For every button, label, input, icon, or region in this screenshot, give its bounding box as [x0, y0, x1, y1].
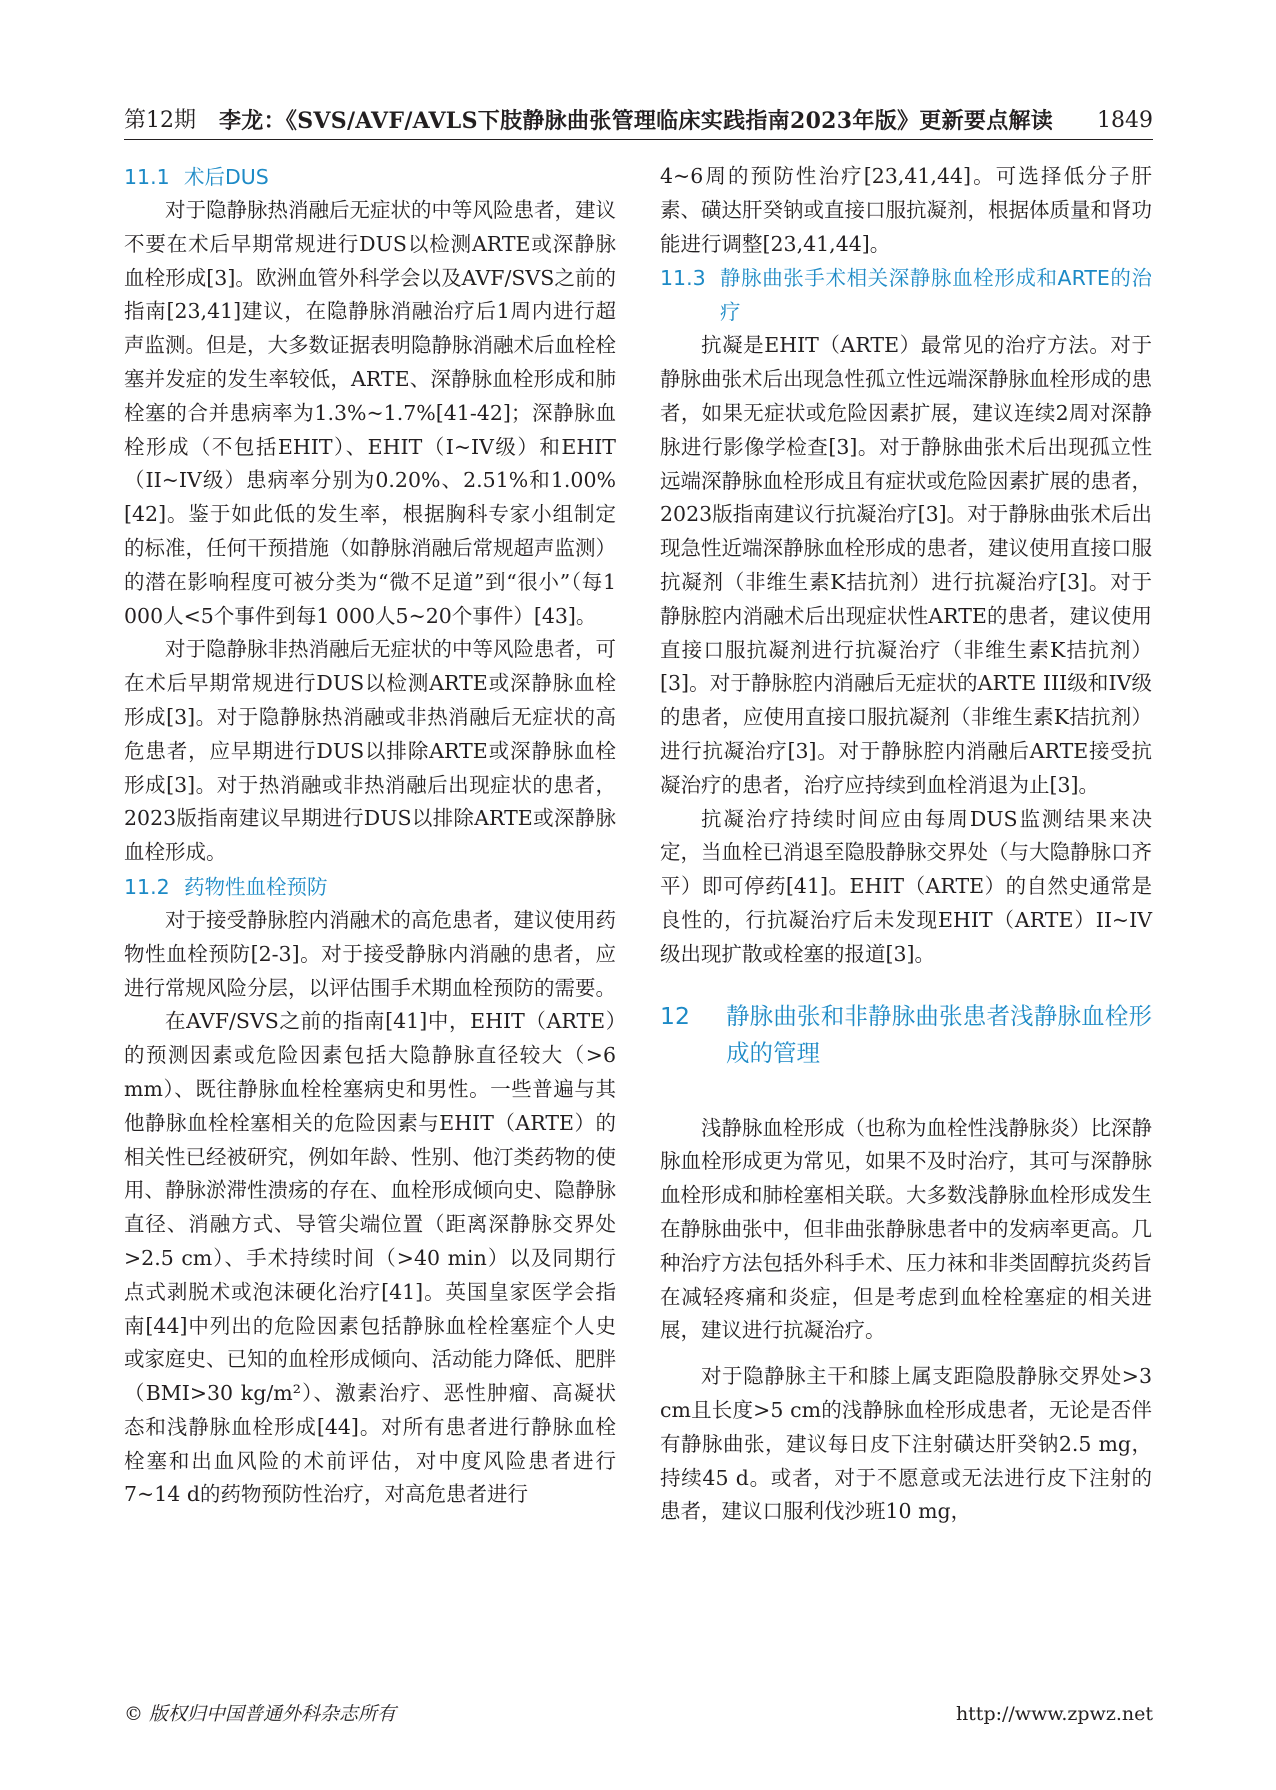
paragraph: 在AVF/SVS之前的指南[41]中，EHIT（ARTE）的预测因素或危险因素包括大隐静脉直径较大（>6 mm）、既往静脉血栓栓塞病史和男性。一些普遍与其他静脉血栓栓塞相关的危险因素与EHIT（ARTE）的相关性已经被研究，例如年龄、性别、他汀类药物的使用、静脉淤滞性溃疡的存在、血栓形成倾向史、隐静脉直径、消融方式、导管尖端位置（距离深静脉交界处>2.5 cm）、手术持续时间（>40 min）以及同期行点式剥脱术或泡沫硬化治疗[41]。英国皇家医学会指南[44]中列出的危险因素包括静脉血栓栓塞症个人史或家庭史、已知的血栓形成倾向、活动能力降低、肥胖（BMI>30 kg/m²）、激素治疗、恶性肿瘤、高凝状态和浅静脉血栓形成[44]。对所有患者进行静脉血栓栓塞和出血风险的术前评估，对中度风险患者进行7~14 d的药物预防性治疗，对高危患者进行: [124, 1009, 616, 1507]
journal-url: http://www.zpwz.net: [955, 1703, 1153, 1725]
left-column: [124, 160, 616, 1512]
section-title: 静脉曲张和非静脉曲张患者浅静脉血栓形成的管理: [726, 1001, 1152, 1067]
page-footer: [124, 1702, 1153, 1726]
running-header: [124, 104, 1153, 134]
issue-number: 第12期: [124, 108, 196, 133]
running-title: 李龙：《SVS/AVF/AVLS下肢静脉曲张管理临床实践指南2023年版》更新要点解读: [219, 108, 1054, 134]
page-number: 1849: [1097, 108, 1153, 133]
section-number: 11.3: [660, 266, 706, 291]
header-rule: [124, 139, 1153, 140]
section-heading-11-3: [660, 261, 1152, 329]
section-title: 术后DUS: [184, 165, 269, 189]
paragraph: 抗凝是EHIT（ARTE）最常见的治疗方法。对于静脉曲张术后出现急性孤立性远端深静脉血栓形成的患者，如果无症状或危险因素扩展，建议连续2周对深静脉进行影像学检查[3]。对于静脉曲张术后出现孤立性远端深静脉血栓形成且有症状或危险因素扩展的患者，2023版指南建议行抗凝治疗[3]。对于静脉曲张术后出现急性近端深静脉血栓形成的患者，建议使用直接口服抗凝剂（非维生素K拮抗剂）进行抗凝治疗[3]。对于静脉腔内消融术后出现症状性ARTE的患者，建议使用直接口服抗凝剂进行抗凝治疗（非维生素K拮抗剂）[3]。对于静脉腔内消融后无症状的ARTE III级和IV级的患者，应使用直接口服抗凝剂（非维生素K拮抗剂）进行抗凝治疗[3]。对于静脉腔内消融后ARTE接受抗凝治疗的患者，治疗应持续到血栓消退为止[3]。: [660, 333, 1152, 797]
section-number: 11.2: [124, 874, 170, 899]
paragraph: 浅静脉血栓形成（也称为血栓性浅静脉炎）比深静脉血栓形成更为常见，如果不及时治疗，其可与深静脉血栓形成和肺栓塞相关联。大多数浅静脉血栓形成发生在静脉曲张中，但非曲张静脉患者中的发病率更高。几种治疗方法包括外科手术、压力袜和非类固醇抗炎药旨在减轻疼痛和炎症，但是考虑到血栓栓塞症的相关进展，建议进行抗凝治疗。: [660, 1115, 1152, 1343]
copyright-notice: © 版权归中国普通外科杂志所有: [124, 1703, 397, 1725]
right-column: [660, 160, 1152, 1529]
paragraph: 抗凝治疗持续时间应由每周DUS监测结果来决定，当血栓已消退至隐股静脉交界处（与大隐静脉口齐平）即可停药[41]。EHIT（ARTE）的自然史通常是良性的，行抗凝治疗后未发现EHIT（ARTE）II~IV级出现扩散或栓塞的报道[3]。: [660, 806, 1152, 966]
paragraph: 对于隐静脉非热消融后无症状的中等风险患者，可在术后早期常规进行DUS以检测ARTE或深静脉血栓形成[3]。对于隐静脉热消融或非热消融后无症状的高危患者，应早期进行DUS以排除ARTE或深静脉血栓形成[3]。对于热消融或非热消融后出现症状的患者，2023版指南建议早期进行DUS以排除ARTE或深静脉血栓形成。: [124, 637, 616, 865]
paragraph: 对于隐静脉主干和膝上属支距隐股静脉交界处>3 cm且长度>5 cm的浅静脉血栓形成患者，无论是否伴有静脉曲张，建议每日皮下注射磺达肝癸钠2.5 mg，持续45 d。或者，对于不愿意或无法进行皮下注射的患者，建议口服利伐沙班10 mg，: [660, 1364, 1152, 1524]
section-heading-11-1: [124, 160, 616, 194]
section-heading-12: [660, 998, 1152, 1072]
section-title: 静脉曲张手术相关深静脉血栓形成和ARTE的治疗: [720, 266, 1152, 325]
section-number: 11.1: [124, 165, 170, 189]
paragraph: 对于接受静脉腔内消融术的高危患者，建议使用药物性血栓预防[2-3]。对于接受静脉内消融的患者，应进行常规风险分层，以评估围手术期血栓预防的需要。: [124, 907, 616, 1000]
paragraph: 4~6周的预防性治疗[23,41,44]。可选择低分子肝素、磺达肝癸钠或直接口服抗凝剂，根据体质量和肾功能进行调整[23,41,44]。: [660, 164, 1152, 256]
section-number: 12: [660, 1001, 690, 1030]
section-title: 药物性血栓预防: [184, 874, 328, 899]
section-heading-11-2: [124, 870, 616, 904]
paragraph: 对于隐静脉热消融后无症状的中等风险患者，建议不要在术后早期常规进行DUS以检测ARTE或深静脉血栓形成[3]。欧洲血管外科学会以及AVF/SVS之前的指南[23,41]建议，在隐静脉消融治疗后1周内进行超声监测。但是，大多数证据表明隐静脉消融术后血栓栓塞并发症的发生率较低，ARTE、深静脉血栓形成和肺栓塞的合并患病率为1.3%~1.7%[41-42]；深静脉血栓形成（不包括EHIT）、EHIT（I~IV级）和EHIT（II~IV级）患病率分别为0.20%、2.51%和1.00%[42]。鉴于如此低的发生率，根据胸科专家小组制定的标准，任何干预措施（如静脉消融后常规超声监测）的潜在影响程度可被分类为“微不足道”到“很小”（每1 000人<5个事件到每1 000人5~20个事件）[43]。: [124, 198, 616, 628]
